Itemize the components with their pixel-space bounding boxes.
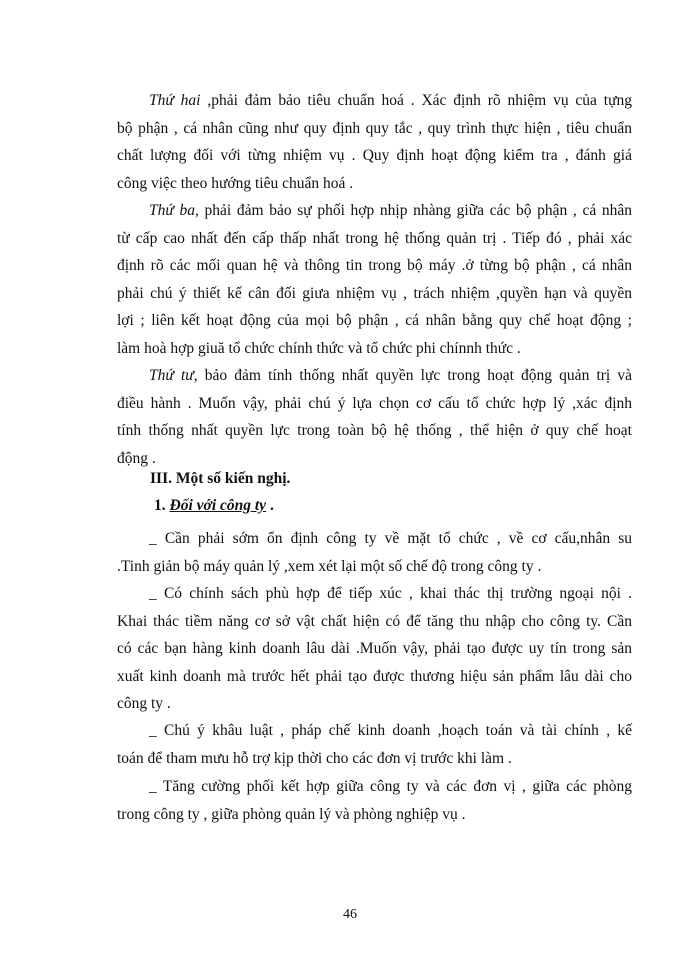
bullet-line: Khai thác tiềm năng cơ sở vật chất hiện có để tăng thu nhập cho công ty. Cần [117,612,632,630]
paragraph-thu-tu [117,362,632,472]
section-heading: III. Một số kiến nghị. [150,470,291,487]
paragraph-line: bộ phận , cá nhân cũng như quy định quy tắc , quy trình thực hiện , tiêu chuẩn [117,119,632,137]
paragraph-lead: Thứ hai [149,92,201,109]
page-number: 46 [343,907,357,922]
bullet-line: xuất kinh doanh mà trước hết phải tạo được thương hiệu sản phẩm lâu dài cho [117,667,632,685]
paragraph-line: phải chú ý thiết kế cân đối giưa nhiệm vụ , trách nhiệm ,quyền hạn và quyền [117,284,632,302]
paragraph-line: định rõ các mối quan hệ và thông tin trong bộ máy .ở từng bộ phận , cá nhân [117,257,632,274]
subheading: 1. Đối với công ty . [154,497,274,514]
bullet-line: .Tinh giản bộ máy quản lý ,xem xét lại một số chế độ trong công ty . [117,557,542,575]
bullet-line: toán để tham mưu hỗ trợ kịp thời cho các đơn vị trước khi làm . [117,749,512,767]
bullet-item [117,773,632,828]
bullet-line: trong công ty , giữa phòng quản lý và phòng nghiệp vụ . [117,805,466,823]
paragraph-line: Thứ tư, bảo đảm tính thống nhất quyền lực trong hoạt động quản trị và [149,367,632,384]
paragraph-line: điều hành . Muốn vậy, phải chú ý lựa chọn cơ cấu tổ chức hợp lý ,xác định [117,394,632,412]
subheading-number: 1. [154,497,166,514]
bullet-line: _ Có chính sách phù hợp để tiếp xúc , khai thác thị trường ngoại nội . [149,585,632,602]
subheading-title: Đối với công ty [169,497,267,514]
bullet-line: công ty . [117,695,171,712]
paragraph-line: công việc theo hướng tiêu chuẩn hoá . [117,174,354,192]
paragraph-line: làm hoà hợp giuă tổ chức chính thức và tổ chức phi chínnh thức . [117,339,521,357]
bullet-item [117,717,632,772]
paragraph-line: lợi ; liên kết hoạt động của mọi bộ phận , cá nhân bằng quy chế hoạt động ; [117,312,632,329]
bullet-line: _ Chú ý khâu luật , pháp chế kinh doanh ,hoạch toán và tài chính , kế [149,722,632,739]
paragraph-line: động . [117,449,156,467]
bullet-line: _ Tăng cường phối kết hợp giữa công ty và các đơn vị , giữa các phòng [149,778,632,795]
paragraph-line: Thứ ba, phải đảm bảo sự phối hợp nhịp nhàng giữa các bộ phận , cá nhân [149,202,632,219]
bullet-line: có các bạn hàng kinh doanh lâu dài .Muốn vậy, phải tạo được uy tín trong sản [117,640,632,657]
paragraph-lead: Thứ ba, [149,202,199,219]
paragraph-line: tính thống nhất quyền lực trong toàn bộ hệ thống , thể hiện ở quy chế hoạt [117,422,632,439]
paragraph-lead: Thứ tư, [149,367,198,384]
bullet-item [117,525,632,580]
paragraph-line: chất lượng đối với từng nhiệm vụ . Quy định hoạt động kiểm tra , đánh giá [117,147,632,164]
paragraph-line: Thứ hai ,phải đảm bảo tiêu chuẩn hoá . Xác định rõ nhiệm vụ của tựng [149,92,633,109]
paragraph-thu-hai [117,87,632,197]
paragraph-line: từ cấp cao nhất đến cấp thấp nhất trong hệ thống quản trị . Tiếp đó , phải xác [117,229,632,247]
bullet-item [117,580,632,718]
paragraph-thu-ba [117,197,632,362]
bullet-line: _ Cần phải sớm ổn định công ty về mặt tổ chức , về cơ cấu,nhân su [149,530,632,547]
